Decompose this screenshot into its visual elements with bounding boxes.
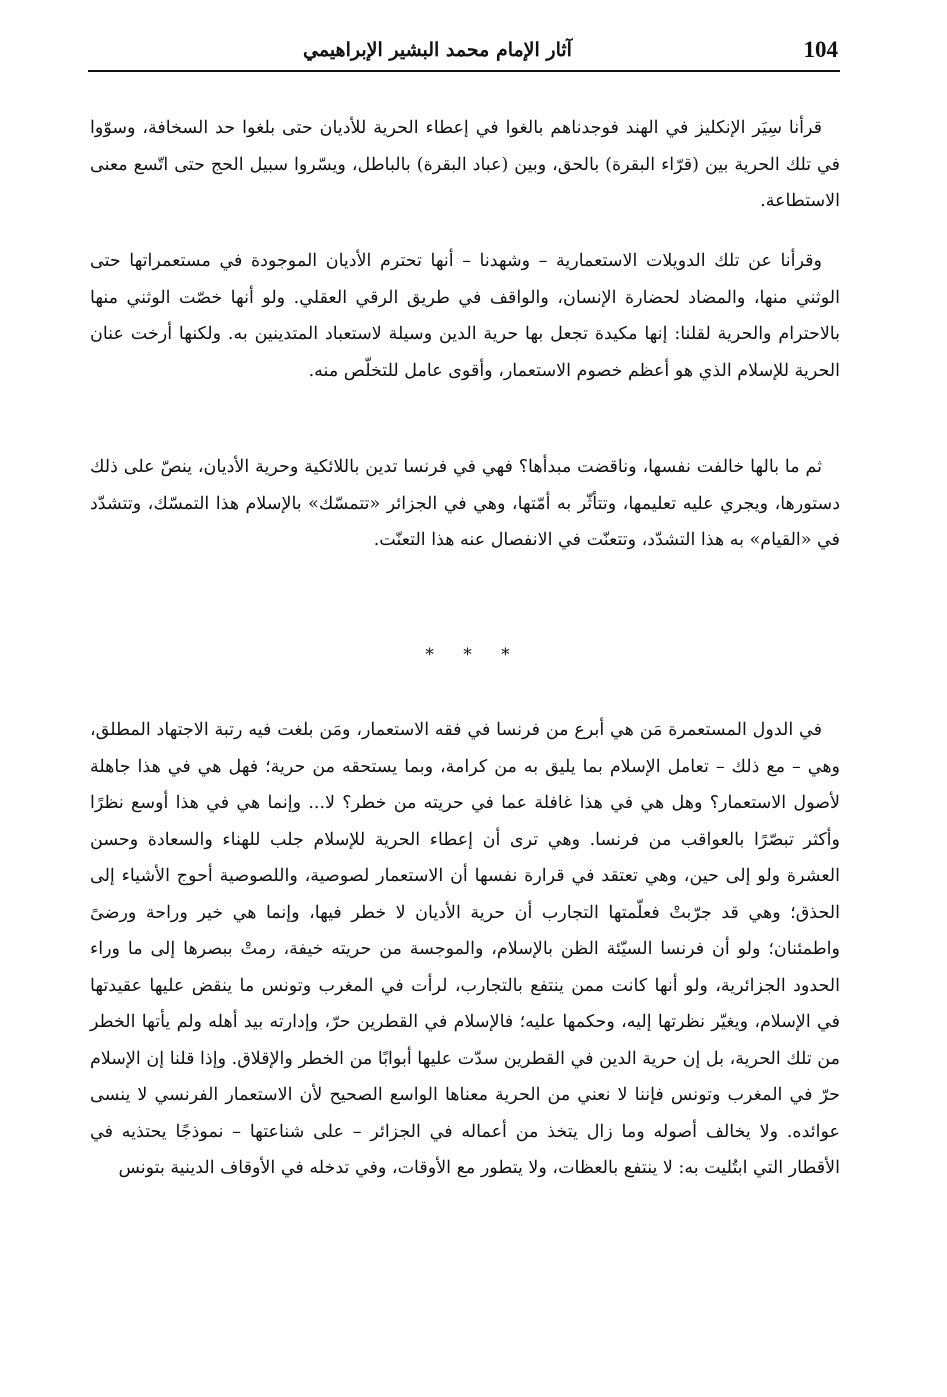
body-paragraph-3 [90, 449, 840, 559]
section-separator: * * * [425, 645, 522, 665]
paragraph-text: قرأنا سِيَر الإنكليز في الهند فوجدناهم بالغوا في إعطاء الحرية للأديان حتى بلغوا حد السخافة، وسوّوا في تلك الحرية بين (قرّاء البقرة) بالحق، وبين (عباد البقرة) بالباطل، ويسّروا سبيل الحج حتى اتّسع معنى الاستطاعة. [90, 118, 840, 211]
paragraph-text: في الدول المستعمرة مَن هي أبرع من فرنسا في فقه الاستعمار، ومَن بلغت فيه رتبة الاجتهاد المطلق، وهي – مع ذلك – تعامل الإسلام بما يليق به من كرامة، وبما يستحقه من حرية؛ فهل هي في هذا جاهلة لأصول الاستعمار؟ وهل هي في هذا غافلة عما في حريته من خطر؟ لا... وإنما هي في هذا أوسع نظرًا وأكثر تبصّرًا بالعواقب من فرنسا. وهي ترى أن إعطاء الحرية للإسلام جلب للهناء والسعادة وحسن العشرة ولو إلى حين، وهي تعتقد في قرارة نفسها أن الاستعمار لصوصية، واللصوصية أحوج الأشياء إلى الحذق؛ وهي قد جرّبتْ فعلّمتها التجارب أن حرية الأديان لا خطر فيها، وإنما هي خير وراحة ورضىً واطمئنان؛ ولو أن فرنسا السيّئة الظن بالإسلام، والموجسة من حريته خيفة، رمتْ ببصرها إلى ما وراء الحدود الجزائرية، ولو أنها كانت ممن ينتفع بالتجارب، لرأت في المغرب وتونس ما ينقض عليها عقيدتها في الإسلام، ويغيّر نظرتها إليه، وحكمها عليه؛ فالإسلام في القطرين حرّ، وإدارته بيد أهله ولم يأتها الخطر من تلك الحرية، بل إن حرية الدين في القطرين سدّت عليها أبوابًا من الخطر والإقلاق. وإذا قلنا إن الإسلام حرّ في المغرب وتونس فإننا لا نعني من الحرية معناها الواسع الصحيح لأن الاستعمار الفرنسي لا ينسى عوائده. ولا يخالف أصوله وما زال يتخذ من أعماله في الجزائر – على شناعتها – نموذجًا يحتذيه في الأقطار التي ابتُليت به: لا ينتفع بالعظات، ولا يتطور مع الأوقات، وفي تدخله في الأوقاف الدينية بتونس [90, 720, 840, 1178]
body-paragraph-1 [90, 110, 840, 220]
paragraph-text: ثم ما بالها خالفت نفسها، وناقضت مبدأها؟ فهي في فرنسا تدين باللائكية وحرية الأديان، ينصّ على ذلك دستورها، ويجري عليه تعليمها، وتتأثّر به أمّتها، وهي في الجزائر «تتمسّك» بالإسلام هذا التمسّك، وتتشدّد في «القيام» به هذا التشدّد، وتتعنّت في الانفصال عنه هذا التعنّت. [90, 457, 840, 550]
body-paragraph-4 [90, 712, 840, 1187]
body-paragraph-2 [90, 243, 840, 389]
paragraph-text: وقرأنا عن تلك الدويلات الاستعمارية – وشهدنا – أنها تحترم الأديان الموجودة في مستعمراتها حتى الوثني منها، والمضاد لحضارة الإنسان، والواقف في طريق الرقي العقلي. ولو أنها خصّت الوثني منها بالاحترام والحرية لقلنا: إنها مكيدة تجعل بها حرية الدين وسيلة لاستعباد المتدينين به. ولكنها أرخت عنان الحرية للإسلام الذي هو أعظم خصوم الاستعمار، وأقوى عامل للتخلّص منه. [90, 251, 840, 381]
page-header [88, 30, 840, 72]
page-number: 104 [803, 37, 838, 62]
running-title: آثار الإمام محمد البشير الإبراهيمي [303, 39, 572, 61]
